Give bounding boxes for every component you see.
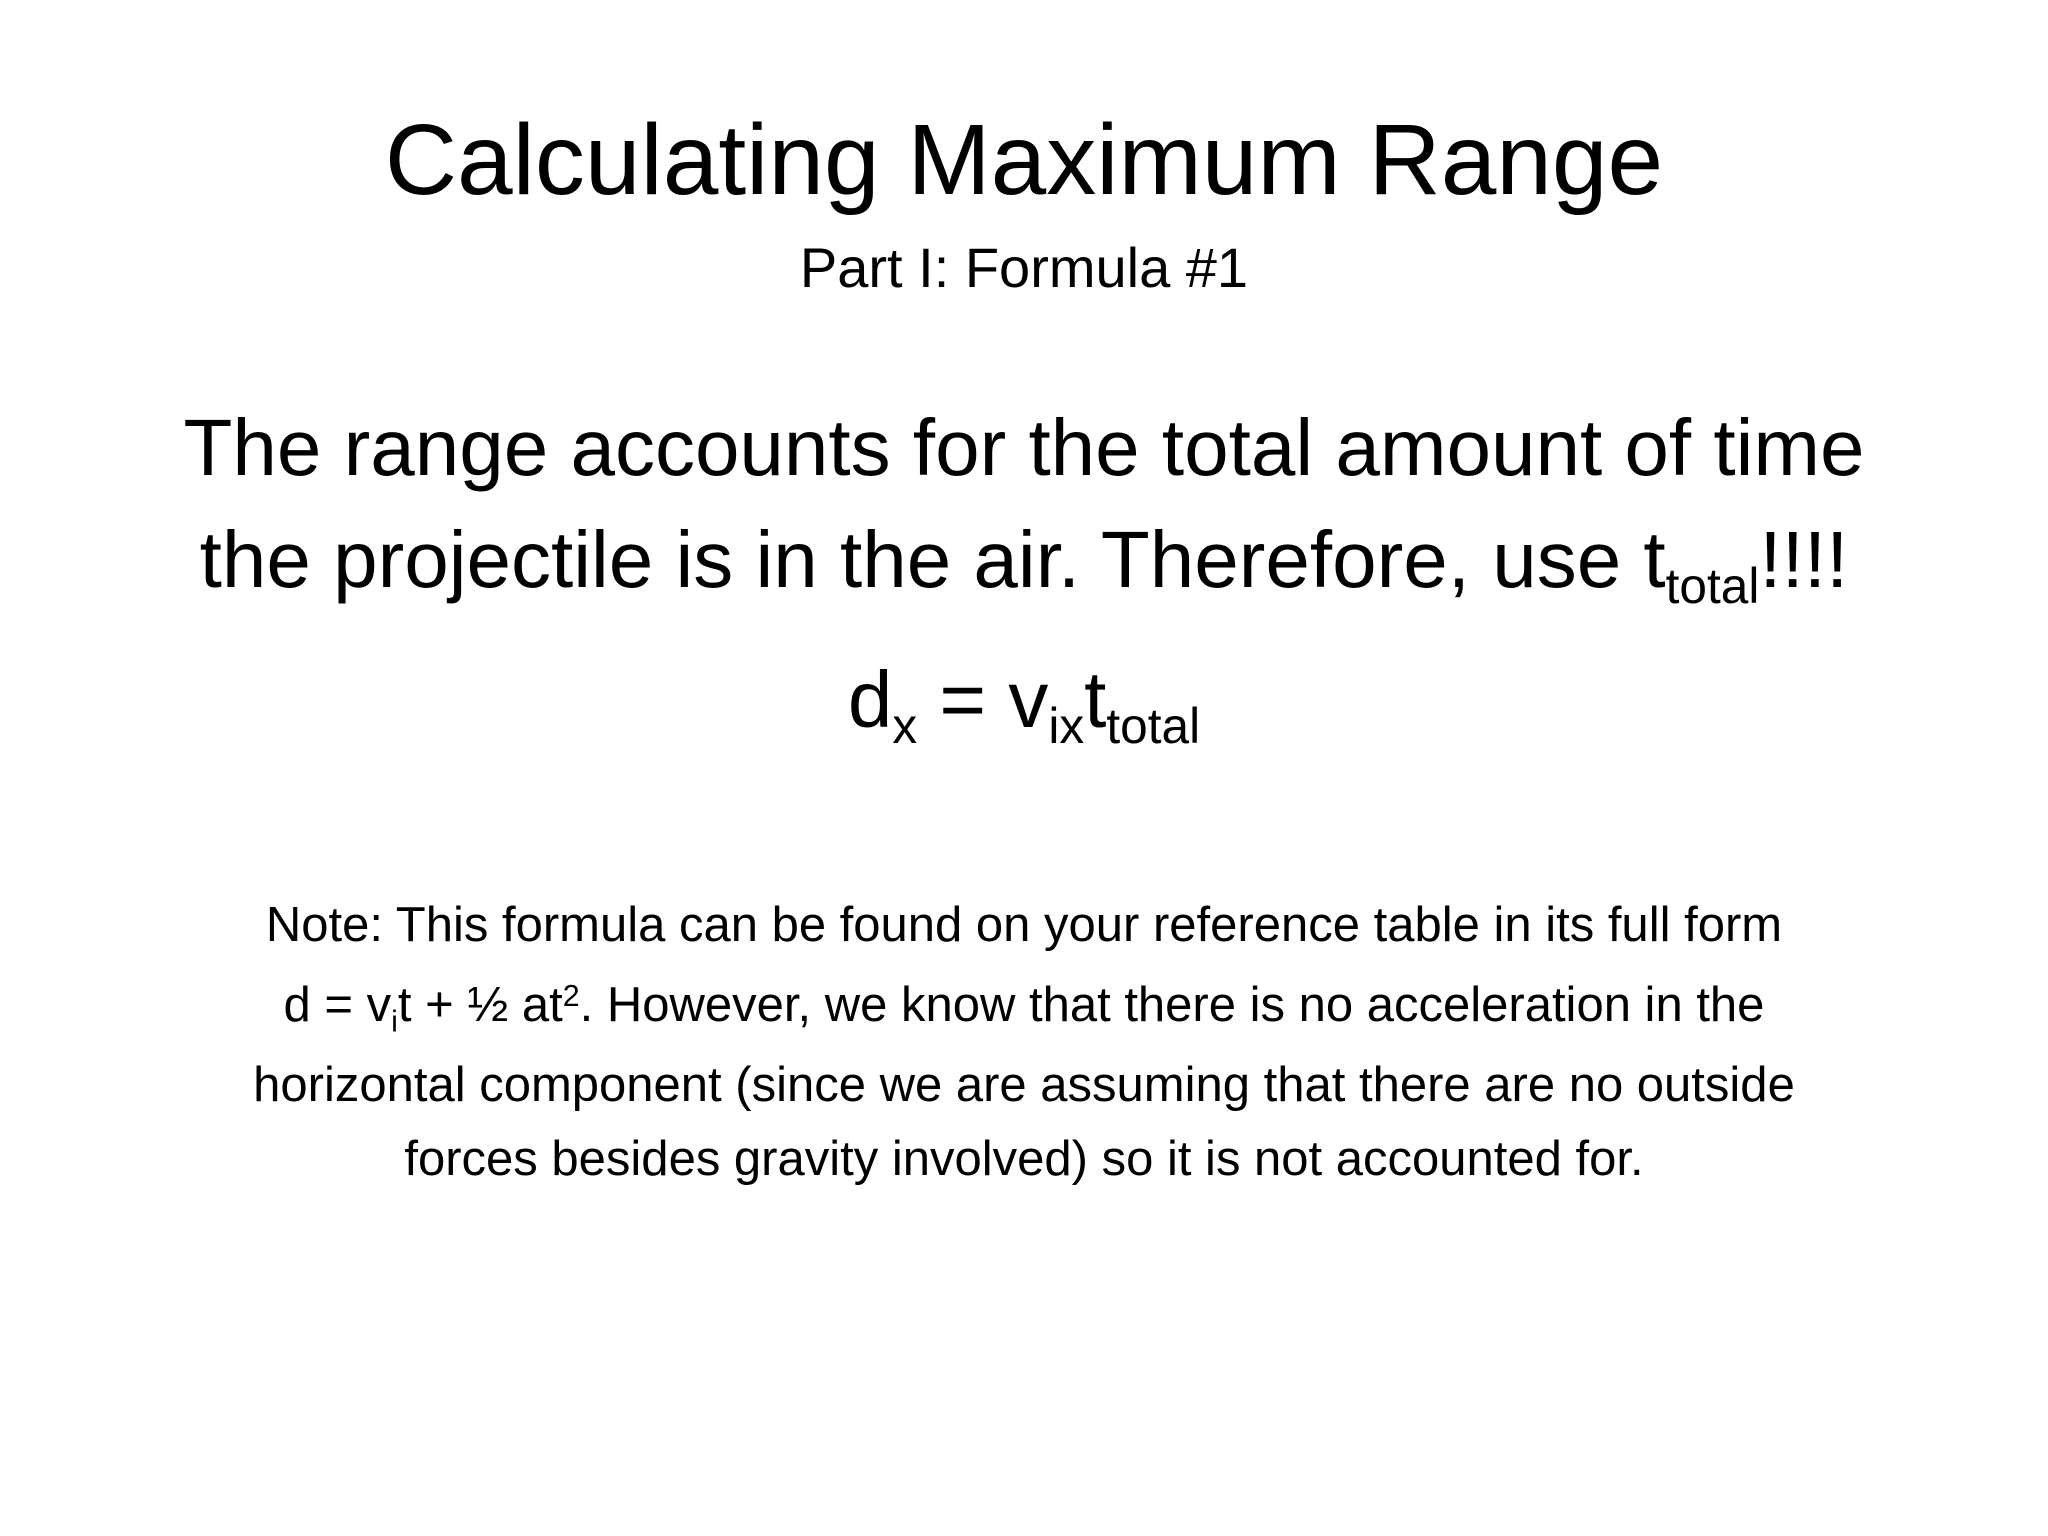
note-equation-start: d = v [283,978,392,1032]
range-explanation-line-2 [0,504,2048,616]
slide-subtitle: Part I: Formula #1 [799,236,1249,299]
note-line-2 [0,965,2048,1045]
note-paragraph [0,885,2048,1193]
formula-equals-v: = v [917,655,1049,744]
slide-title: Calculating Maximum Range [384,104,1664,216]
formula-d: d [847,655,893,744]
note-line-3: horizontal component (since we are assuming that there are no outside [253,1058,1795,1112]
formula-d-subscript: x [892,697,918,754]
range-explanation-text: the projectile is in the air. Therefore, use t [199,515,1666,604]
range-formula [0,650,2048,754]
formula-t-subscript: total [1106,697,1201,754]
range-explanation-line-1: The range accounts for the total amount of time [183,403,1865,492]
formula-v-subscript: ix [1048,697,1085,754]
formula-t: t [1084,655,1107,744]
note-line-4: forces besides gravity involved) so it is not accounted for. [404,1132,1644,1186]
note-line-1: Note: This formula can be found on your reference table in its full form [265,898,1783,952]
range-explanation [0,392,2048,616]
note-vi-subscript: i [391,1004,398,1039]
note-line-2-rest: . However, we know that there is no acceleration in the [579,978,1765,1032]
t-total-subscript: total [1665,557,1760,614]
exclamations: !!!! [1759,515,1849,604]
note-squared-superscript: 2 [562,978,580,1013]
note-equation-middle: t + ½ at [397,978,563,1032]
